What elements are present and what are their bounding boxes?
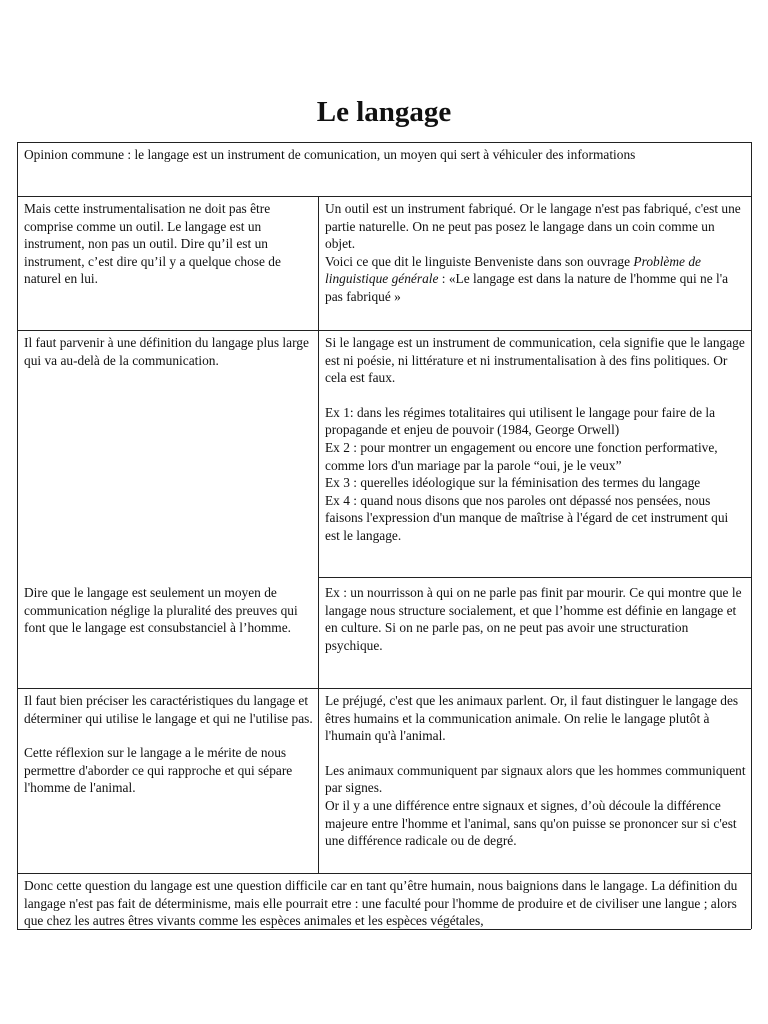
row1-right-text-2a: Voici ce que dit le linguiste Benveniste dans son ouvrage [325, 253, 634, 269]
row2-left-text-1: Il faut parvenir à une définition du langage plus large qui va au-delà de la communication. [24, 335, 309, 368]
row2-right-cell-top [319, 331, 751, 577]
row3-left-cell [18, 689, 318, 873]
book-title: Problème de linguistique générale [325, 253, 701, 287]
row2-right-text-1: Si le langage est un instrument de communication, cela signifie que le langage est ni poésie, ni littérature et ni instrumentalisation à des fins politiques. Or cela est faux. [325, 335, 745, 386]
row2-left-cell-bottom [18, 581, 318, 688]
row1-left-cell [18, 197, 318, 330]
row2-right-ex3: Ex 3 : querelles idéologique sur la féminisation des termes du langage [325, 475, 701, 491]
row1-right-text-2b: : «Le langage est dans la nature de l'homme qui ne l'a pas fabriqué » [325, 271, 729, 304]
row2-right-ex5: Ex : un nourrisson à qui on ne parle pas finit par mourir. Ce qui montre que le langage nous structure socialement, et que l’homme est définie en langage et en culture. Si on ne parle pas, on ne peut pas avoir une structuration psychique. [325, 585, 742, 653]
opinion-text: Opinion commune : le langage est un instrument de comunication, un moyen qui sert à véhiculer des informations [24, 147, 636, 162]
row2-right-ex2: Ex 2 : pour montrer un engagement ou encore une fonction performative, comme lors d'un mariage par la parole “oui, je le veux” [325, 439, 718, 473]
row2-right-cell-bottom [319, 578, 751, 688]
row3-right-text-1: Le préjugé, c'est que les animaux parlent. Or, il faut distinguer le langage des êtres humains et la communication animale. On relie le langage plutôt à l'humain qu'à l'animal. [325, 693, 739, 744]
row1-right-text-2 [325, 253, 746, 306]
page-title: Le langage [316, 96, 452, 128]
row2-right-ex1: Ex 1: dans les régimes totalitaires qui utilisent le langage pour faire de la propagande et enjeu de pouvoir (1984, George Orwell) [325, 404, 716, 438]
conclusion-cell [18, 874, 751, 929]
row3-right-text-3: Or il y a une différence entre signaux et signes, d’où découle la différence majeure entre l'homme et l'animal, sans qu'on puisse se prononcer sur si c'est une différence radicale ou de degré. [325, 797, 737, 849]
row1-left-text: Mais cette instrumentalisation ne doit pas être comprise comme un outil. Le langage est un instrument, non pas un outil. Dire qu’il est un instrument, c’est dire qu’il y a quelque chose de naturel en lui. [24, 201, 281, 287]
opinion-cell [18, 143, 751, 196]
row3-right-text-2: Les animaux communiquent par signaux alors que les hommes communiquent par signes. [325, 762, 746, 796]
row2-left-cell-top [18, 331, 318, 577]
table-border-bottom [17, 929, 751, 930]
row2-left-text-2: Dire que le langage est seulement un moyen de communication néglige la pluralité des preuves qui font que le langage est consubstanciel à l’homme. [24, 585, 298, 636]
table-border-right [751, 142, 752, 929]
row3-left-text-1: Il faut bien préciser les caractéristiques du langage et déterminer qui utilise le langage et qui ne l'utilise pas. [24, 693, 313, 726]
row3-right-cell [319, 689, 751, 873]
row1-right-cell [319, 197, 751, 330]
row3-left-text-2: Cette réflexion sur le langage a le mérite de nous permettre d'aborder ce qui rapproche et qui sépare l'homme de l'animal. [24, 745, 293, 796]
row1-right-text-1: Un outil est un instrument fabriqué. Or le langage n'est pas fabriqué, c'est une partie naturelle. On ne peut pas posez le langage dans un coin comme un objet. [325, 201, 741, 252]
conclusion-text: Donc cette question du langage est une question difficile car en tant qu’être humain, nous baignions dans le langage. La définition du langage n'est pas fait de déterminisme, mais elle pourrait etre : une faculté pour l'homme de produire et de civiliser une langue ; alors que chez les autres êtres vivants comme les espèces animales et les espèces végétales, [24, 878, 738, 929]
row2-right-ex4: Ex 4 : quand nous disons que nos paroles ont dépassé nos pensées, nous faisons l'expression d'un manque de maîtrise à l'égard de cet instrument qui est le langage. [325, 492, 729, 543]
